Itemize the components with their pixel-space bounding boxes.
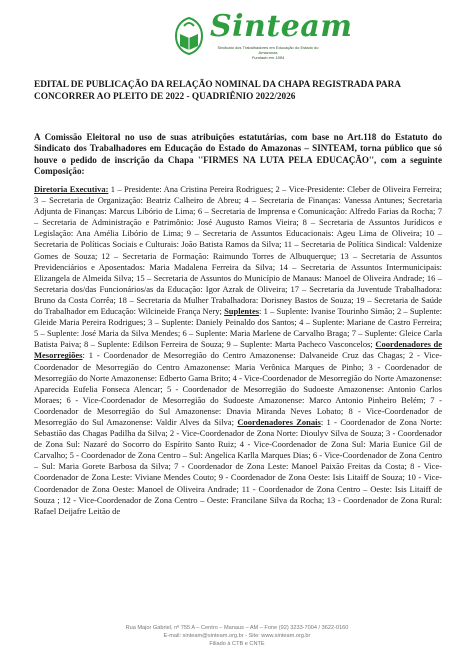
diretoria-label: Diretoria Executiva: (34, 184, 109, 194)
zonais-label: Coordenadores Zonais (237, 416, 321, 427)
footer-address: Rua Major Gabriel, nº 755 A – Centro – Manaus – AM – Fone (92) 3233-7004 / 3622-0160 (125, 625, 349, 631)
document-body (34, 184, 442, 517)
mesorregioes-label: Coordenadores de Mesorregiões (34, 339, 442, 361)
suplentes-text: : 1 – Suplente: Ivanise Tourinho Simão; 2 – Suplente: Gleide Maria Pereira Rodrigues; 3 – Suplente: Daniely Peinaldo dos Santos; 4 – Suplente: Mariane de Castro Ferreira; 5 – Suplente: José Maria da Silva Mendes; 6 – Suplente: Maria Marlene de Carvalho Braga; 7 – Suplente: Gleice Carla Batista Paiva; 8 – Suplente: Edilson Ferreira de Souza; 9 – Suplente: Marta Pacheco Vasconcelos; (34, 306, 442, 350)
page-footer (0, 624, 474, 648)
logo-subtitle: Sindicato dos Trabalhadores em Educação do Estado do Amazonas (217, 45, 319, 55)
zonais-text: : 1 - Coordenador de Zona Norte: Sebastião das Chagas Padilha da Silva; 2 - Vice-Coordenador de Zona Norte: Dioulyv Silva de Souza; 3 - Coordenador de Zona Sul: Nazaré do Socorro do Espírito Santo Ruiz; 4 - Vice-Coordenador de Zona Sul: Maria Eunice Gil de Carvalho; 5 - Coordenador de Zona Centro – Sul: Angelica Karlla Marques Dias; 6 - Vice-Coordenador de Zona Centro – Sul: Maria Gorete Barbosa da Silva; 7 - Coordenador de Zona Leste: Manoel Paixão Freitas da Costa; 8 - Vice-Coordenador de Zona Leste: Viviane Mendes Couto; 9 - Coordenador de Zona Oeste: Isis Litaiff de Souza; 10 - Vice-Coordenador de Zona Oeste: Manoel de Oliveira Andrade; 11 - Coordenador de Zona Centro – Oeste: Isis Litaiff de Souza ; 12 - Vice-Coordenador de Zona Centro – Oeste: Francilane Silva da Rocha; 13 - Coordenador de Zona Rural: Rafael Deijafre Leitão de (34, 416, 442, 516)
footer-affiliation: Filiado à CTB e CNTE (209, 641, 265, 647)
footer-contact: E-mail: sinteam@sinteam.org.br - Site: www.sinteam.org.br (163, 633, 311, 639)
logo-founded: Fundado em 1984 (251, 55, 285, 60)
book-emblem-icon (170, 14, 208, 58)
mesorregioes-text: : 1 - Coordenador de Mesorregião do Centro Amazonense: Dalvaneide Cruz das Chagas; 2 - Vice-Coordenador de Mesorregião do Centro Amazonense: Maria Verônica Marques de Pinho; 3 - Coordenador de Mesorregião do Norte Amazonense: Edberto Gama Brito; 4 - Vice-Coordenador de Mesorregião do Norte Amazonense: Aparecida Eufelia Fonseca Alencar; 5 - Coordenador de Mesorregião do Sudoeste Amazonense: Antonio Carlos Moraes; 6 - Vice-Coordenador de Mesorregião do Sudoeste Amazonense: Marco Antonio Pinheiro Belém; 7 - Coordenador de Mesorregião do Sul Amazonense: Dnavia Miranda Neves Lobato; 8 - Vice-Coordenador de Mesorregião do Sul Amazonense: Valdir Alves da Silva; (34, 350, 442, 427)
diretoria-text: 1 – Presidente: Ana Cristina Pereira Rodrigues; 2 – Vice-Presidente: Cleber de Oliveira Ferreira; 3 – Secretaria de Organização: Beatriz Calheiro de Abreu; 4 – Secretaria de Finanças: Vanessa Antunes; Secretaria Adjunta de Finanças: Marcus Libório de Lima; 6 – Secretaria de Imprensa e Comunicação: Alfredo Farias da Rocha; 7 – Secretaria de Administração e Patrimônio: José Augusto Ramos Vieira; 8 – Secretaria de Assuntos Jurídicos e Legislação: Ana Amélia Libório de Lima; 9 – Secretaria de Assuntos Educacionais: Ageu Lima de Oliveira; 10 – Secretaria de Políticas Sociais e Culturais: João Batista Ramos da Silva; 11 – Secretaria de Política Sindical: Valdenize Gomes de Souza; 12 – Secretaria de Formação: Raimundo Torres de Albuquerque; 13 – Secretaria de Assuntos Previdenciários e Aposentados: Maria Madalena Ferreira da Silva; 14 – Secretaria de Assuntos Intermunicipais: Elizangela de Almeida Silva; 15 – Secretaria de Assuntos do Município de Manaus: Manoel de Oliveira Andrade; 16 – Secretaria dos/das Funcionários/as da Educação: Igor Azrak de Oliveira; 17 – Secretaria da Juventude Trabalhadora: Bruno da Costa Corrêa; 18 – Secretaria da Mulher Trabalhadora: Dorisney Bastos de Souza; 19 – Secretaria de Saúde do Trabalhador em Educação: Wilcineide França Nery; (34, 184, 442, 317)
document-intro: A Comissão Eleitoral no uso de suas atribuições estatutárias, com base no Art.118 do Estatuto do Sindicato dos Trabalhadores em Educação do Estado do Amazonas – SINTEAM, torna público que só houve o pedido de inscrição da Chapa ''FIRMES NA LUTA PELA EDUCAÇÃO'', com a seguinte Composição: (34, 132, 442, 177)
document-heading: EDITAL DE PUBLICAÇÃO DA RELAÇÃO NOMINAL DA CHAPA REGISTRADA PARA CONCORRER AO PLEITO DE 2022 - QUADRIÊNIO 2022/2026 (34, 80, 401, 102)
logo-title: Sinteam (210, 9, 353, 44)
suplentes-label: Suplentes (224, 306, 260, 317)
sinteam-logo (148, 8, 353, 64)
